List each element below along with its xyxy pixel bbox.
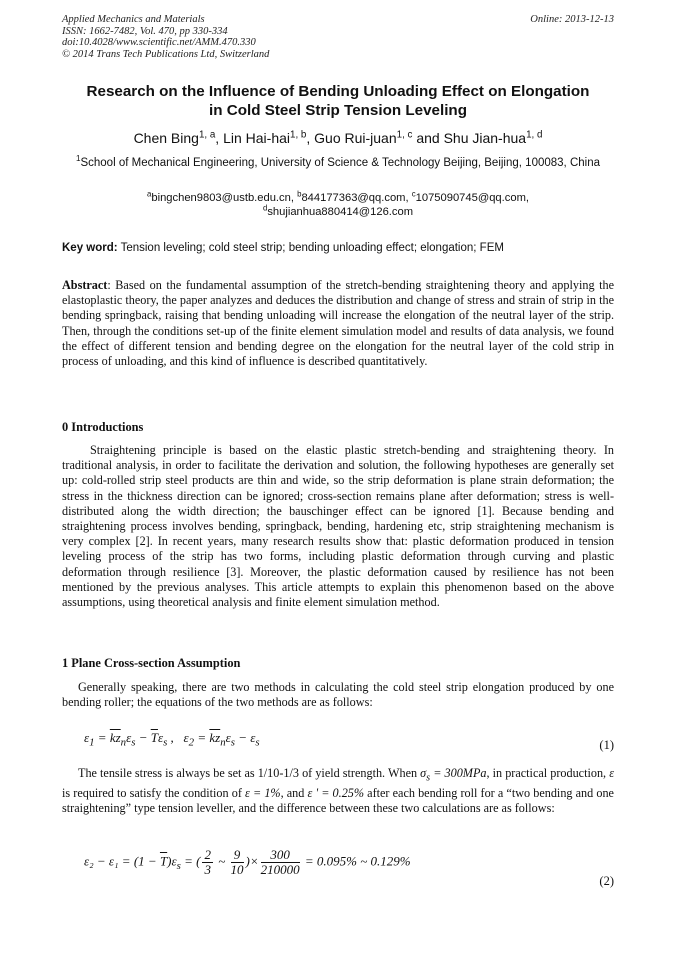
epsilon-symbol: ε (609, 766, 614, 780)
eq2-result: = 0.095% ~ 0.129% (301, 853, 411, 869)
numerator: 300 (261, 848, 300, 863)
author-sup: 1, c (396, 129, 413, 141)
eq2-eq: = ( (180, 853, 201, 869)
title-line-2: in Cold Steel Strip Tension Leveling (209, 102, 467, 119)
doi-line[interactable]: doi:10.4028/www.scientific.net/AMM.470.330 (62, 37, 256, 49)
author-separator: , (306, 130, 315, 146)
eq2-times: )× (245, 853, 259, 869)
author-sup: 1, a (198, 129, 216, 141)
text-run: The tensile stress is always be set as 1/10-1/3 of yield strength. When (78, 766, 421, 780)
keywords-text: Tension leveling; cold steel strip; bending unloading effect; elongation; FEM (117, 242, 504, 254)
author-separator: , (215, 130, 224, 146)
email-list (62, 191, 614, 219)
issn-line: ISSN: 1662-7482, Vol. 470, pp 330-334 (62, 25, 228, 37)
author-sup: 1, d (526, 129, 543, 141)
email-link[interactable]: 844177363@qq.com, (301, 192, 412, 204)
title-line-1: Research on the Influence of Bending Unloading Effect on Elongation (86, 83, 590, 100)
section-1-body: Generally speaking, there are two methods in calculating the cold steel strip elongation produced by one bending roller; the equations of the two methods are as follows: (62, 680, 614, 710)
email-link[interactable]: bingchen9803@ustb.edu.cn, (151, 192, 298, 204)
numerator: 2 (204, 847, 211, 862)
eq2-sub: s (176, 860, 181, 873)
sigma-symbol (420, 766, 487, 784)
affiliation-text: School of Mechanical Engineering, University of Science & Technology Beijing, Beijing, 100083, China (80, 157, 600, 169)
eq2-lhs: ε₂ − ε₁ = (1 − (84, 853, 160, 869)
equation-1-formula: $\varepsilon_1 = \overline{kz}_n\varepsilon_s - \overline{T}\varepsilon_s$ , $\varepsilon_2 = \overline{kz}_n\varepsilon_s - \varepsilon_s$ (84, 730, 260, 749)
email-sup: a (147, 189, 152, 199)
numerator: 9 (231, 848, 244, 863)
equation-2 (62, 846, 614, 890)
email-sup: b (297, 189, 302, 199)
eq2-tbar: $\overline{T}$ (159, 853, 168, 869)
text-run: after each bending roll for a “two bending and one straightening” type tension leveller, and the difference between these two calculations are as follows: (62, 785, 614, 815)
fraction (261, 848, 300, 877)
denominator: 10 (230, 862, 244, 877)
affiliation-sup: 1 (75, 154, 81, 164)
affiliation (62, 156, 614, 171)
section-0-body: Straightening principle is based on the elastic plastic stretch-bending and straightening theory. In traditional analysis, in order to facilitate the derivation and solution, the following hypotheses are generally set up: cold-rolled strip steel products are thin and wide, so the strip deformation is plane strain deformation; the stress in the thickness direction can be ignored; cross-section remains plane after deformation; stress is well- distributed along the width direction; the bauschinger effect can be ignored [1]. Because bending and straightening process involves bending, springback, bending, hardening etc, strip straightening mechanism is very complex [2]. In recent years, many research results show that: plastic deformation produced in tension leveling process of the strip has two forms, including plastic deformation through curving and plastic deformation through resilience [3]. Moreover, the plastic deformation caused by resilience has not been mentioned by the previous analyses. This article attempts to explain this phenomenon based on the above assumptions, using theoretical analysis and finite element simulation method. (62, 443, 614, 610)
fraction (202, 848, 213, 877)
text-run: is required to satisfy the condition of (62, 785, 246, 800)
author-name: Guo Rui-juan (314, 130, 397, 146)
section-1-heading: 1 Plane Cross-section Assumption (62, 656, 241, 670)
text-run: , and (280, 785, 308, 800)
eq2-tilde: ~ (214, 853, 229, 869)
sigma-sub: s (426, 772, 431, 784)
eq2-mid: )ε (167, 853, 177, 869)
author-separator: and (412, 130, 444, 146)
epsilon-condition: ε = 1% (245, 785, 281, 800)
author-list (62, 130, 614, 146)
copyright-line: © 2014 Trans Tech Publications Ltd, Switzerland (62, 48, 270, 60)
journal-name: Applied Mechanics and Materials (62, 14, 205, 25)
email-sup: c (411, 189, 416, 199)
epsilon-prime-condition: ε ' = 0.25% (307, 785, 365, 800)
online-date: Online: 2013-12-13 (530, 14, 614, 25)
author-name: Shu Jian-hua (443, 130, 527, 146)
equation-2-number: (2) (599, 874, 614, 888)
author-sup: 1, b (290, 129, 307, 141)
text-run: , in practical production, (486, 766, 610, 780)
equation-2-formula (84, 848, 411, 877)
journal-header (62, 14, 614, 60)
abstract-text: : Based on the fundamental assumption of the stretch-bending straightening theory and applying the elastoplastic theory, the paper analyzes and deduces the distribution and change of stress and strain of strip in the bending springback, raising that bending unloading will increase the elongation of the neutral layer of the strip. Then, through the conditions set-up of the finite element simulation model and results of data analysis, we found the effect of different tension and bending degree on the elongation for the neutral layer of the cold strip in process of unloading, and this kind of influence is described quantitatively. (62, 278, 614, 369)
email-link[interactable]: shujianhua880414@126.com (267, 206, 414, 218)
section-0-heading: 0 Introductions (62, 420, 144, 434)
denominator: 3 (204, 862, 211, 877)
sigma-glyph: σ (420, 766, 427, 780)
abstract-label: Abstract (62, 278, 108, 292)
paper-title (62, 82, 614, 120)
abstract (62, 278, 614, 369)
email-sup: d (262, 203, 268, 213)
denominator: 210000 (260, 862, 300, 877)
keywords-label: Key word: (62, 242, 118, 254)
equation-1 (62, 728, 614, 756)
author-name: Chen Bing (133, 130, 199, 146)
email-link[interactable]: 1075090745@qq.com, (415, 192, 529, 204)
sigma-value: = 300MPa (430, 766, 487, 780)
equation-1-number: (1) (599, 738, 614, 752)
keywords (62, 242, 614, 254)
author-name: Lin Hai-hai (223, 130, 291, 146)
fraction (231, 848, 244, 877)
paragraph-2 (62, 766, 614, 816)
